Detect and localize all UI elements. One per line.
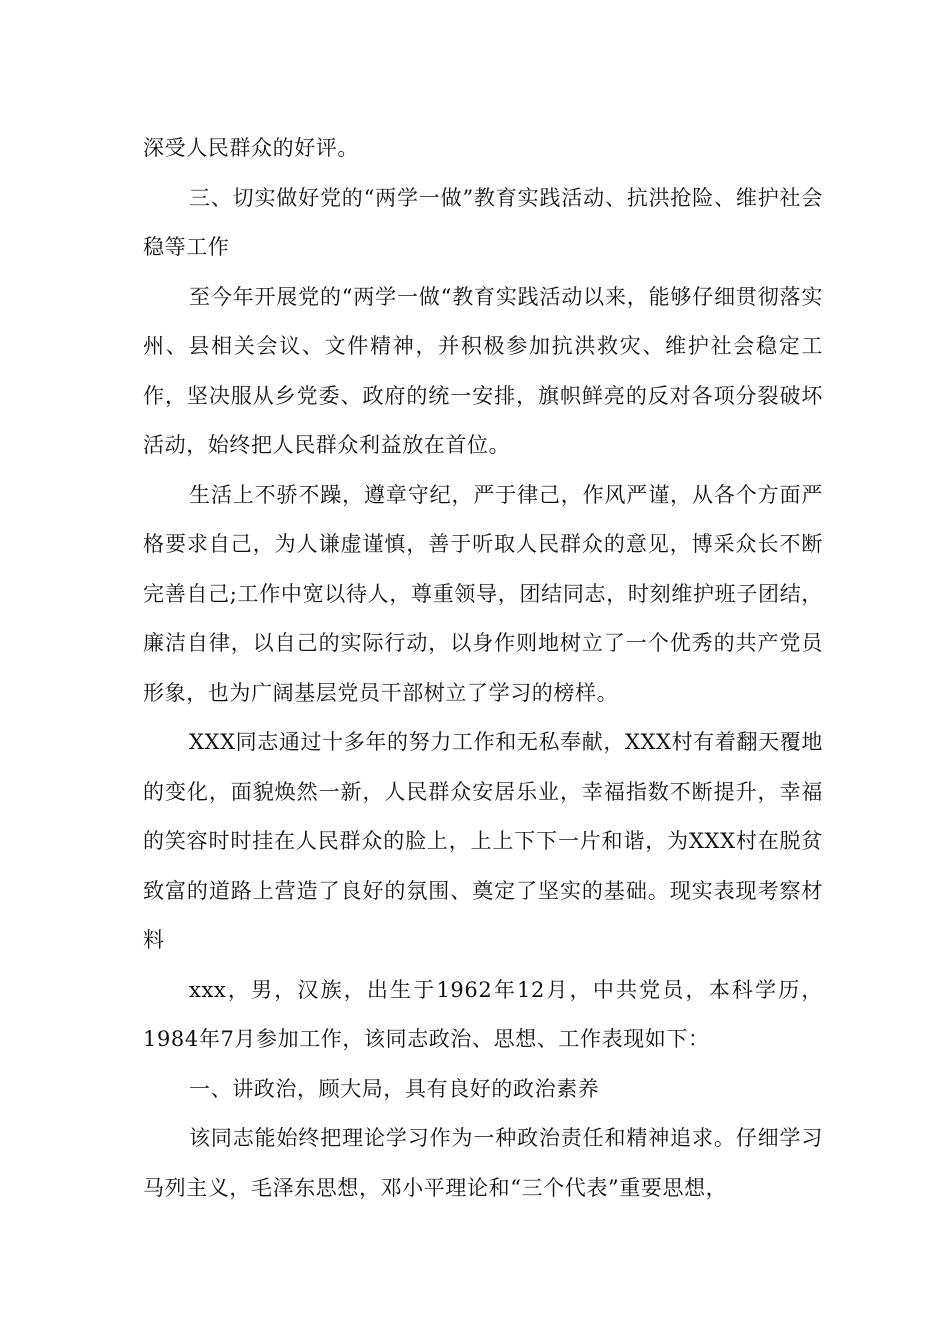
- section-heading-three: 三、切实做好党的“两学一做”教育实践活动、抗洪抢险、维护社会稳等工作: [143, 185, 823, 259]
- paragraph-personal-conduct: 生活上不骄不躁，遵章守纪，严于律己，作风严谨，从各个方面严格要求自己，为人谦虚谨慎，善于听取人民群众的意见，博采众长不断完善自己;工作中宽以待人，尊重领导，团结同志，时刻维护班子团结，廉洁自律，以自己的实际行动，以身作则地树立了一个优秀的共产党员形象，也为广阔基层党员干部树立了学习的榜样。: [143, 482, 823, 705]
- section-heading-one: 一、讲政治，顾大局，具有良好的政治素养: [189, 1076, 600, 1101]
- document-body: [143, 124, 823, 1213]
- paragraph-continuation: 深受人民群众的好评。: [143, 136, 359, 160]
- paragraph-liangxue-yizuo: 至今年开展党的“两学一做“教育实践活动以来，能够仔细贯彻落实州、县相关会议、文件精神，并积极参加抗洪救灾、维护社会稳定工作，坚决服从乡党委、政府的统一安排，旗帜鲜亮的反对各项分裂破坏活动，始终把人民群众利益放在首位。: [143, 284, 823, 457]
- paragraph-village-achievements: XXX同志通过十多年的努力工作和无私奉献，XXX村有着翻天覆地的变化，面貌焕然一新，人民群众安居乐业，幸福指数不断提升，幸福的笑容时时挂在人民群众的脸上，上上下下一片和谐，为XXX村在脱贫致富的道路上营造了良好的氛围、奠定了坚实的基础。现实表现考察材料: [143, 730, 823, 952]
- paragraph-theory-study: 该同志能始终把理论学习作为一种政治责任和精神追求。仔细学习马列主义，毛泽东思想，邓小平理论和“三个代表”重要思想，: [143, 1126, 823, 1200]
- paragraph-profile-intro: xxx，男，汉族，出生于1962年12月，中共党员，本科学历，1984年7月参加工作，该同志政治、思想、工作表现如下：: [143, 977, 823, 1051]
